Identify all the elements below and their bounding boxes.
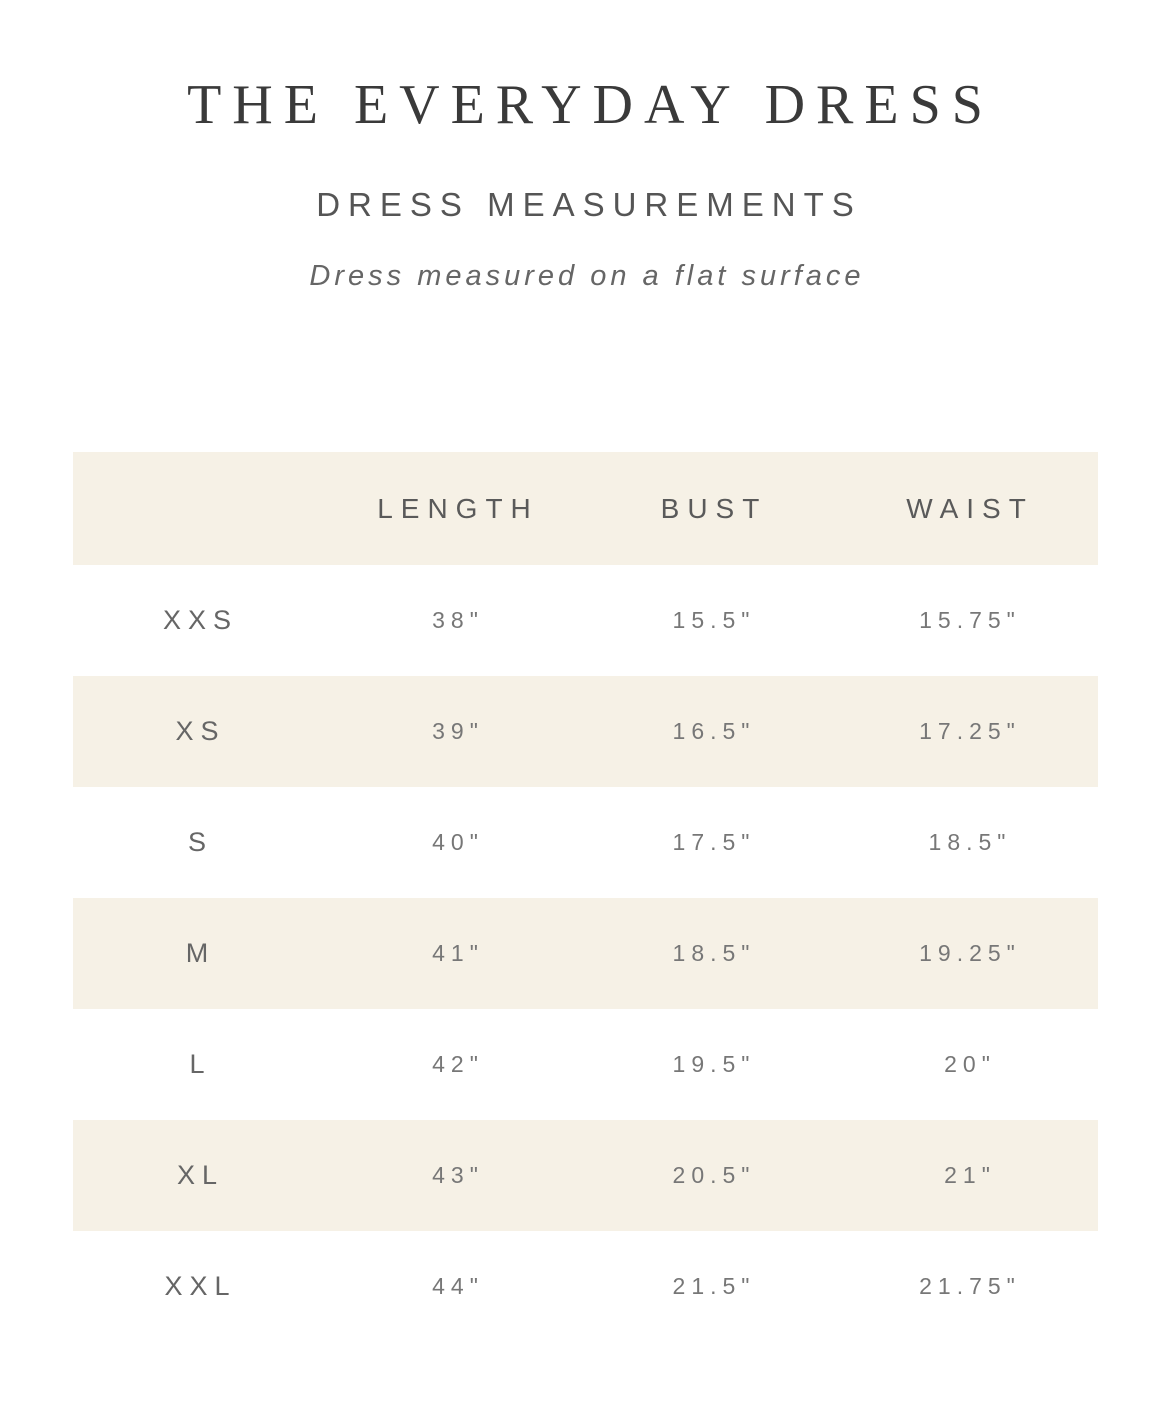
waist-value: 15.75" [919, 607, 1021, 633]
size-label: XXL [164, 1271, 237, 1301]
bust-value: 19.5" [672, 1051, 756, 1077]
length-value: 40" [432, 829, 484, 855]
page-subtitle: DRESS MEASUREMENTS [316, 186, 862, 223]
size-label: M [73, 898, 330, 1009]
header-length: LENGTH [330, 452, 586, 565]
size-label: XXS [162, 605, 239, 635]
header-bust: BUST [586, 452, 842, 565]
table-row [73, 676, 1098, 787]
length-value: 44" [432, 1273, 484, 1299]
table-row [73, 1120, 1098, 1231]
size-label: S [187, 827, 213, 857]
table-row [73, 1231, 1098, 1342]
waist-value: 20" [944, 1051, 996, 1077]
bust-value: 18.5" [586, 898, 842, 1009]
waist-value: 21" [842, 1120, 1098, 1231]
header-waist: WAIST [842, 452, 1098, 565]
table-row [73, 1009, 1098, 1120]
waist-value: 19.25" [842, 898, 1098, 1009]
waist-value: 21.75" [919, 1273, 1021, 1299]
table-row [73, 898, 1098, 1009]
header-size [73, 452, 330, 565]
table-header-row [73, 452, 1098, 565]
length-value: 38" [432, 607, 484, 633]
waist-value: 18.5" [928, 829, 1012, 855]
length-value: 41" [330, 898, 586, 1009]
bust-value: 16.5" [586, 676, 842, 787]
size-chart-table [73, 452, 1098, 1342]
length-value: 42" [432, 1051, 484, 1077]
page-title: THE EVERYDAY DRESS [187, 74, 994, 136]
bust-value: 20.5" [586, 1120, 842, 1231]
size-label: XL [73, 1120, 330, 1231]
bust-value: 21.5" [672, 1273, 756, 1299]
bust-value: 15.5" [672, 607, 756, 633]
bust-value: 17.5" [672, 829, 756, 855]
table-row [73, 565, 1098, 676]
length-value: 39" [330, 676, 586, 787]
waist-value: 17.25" [842, 676, 1098, 787]
length-value: 43" [330, 1120, 586, 1231]
table-row [73, 787, 1098, 898]
measurement-note: Dress measured on a flat surface [309, 260, 865, 292]
size-label: L [189, 1049, 212, 1079]
size-label: XS [73, 676, 330, 787]
